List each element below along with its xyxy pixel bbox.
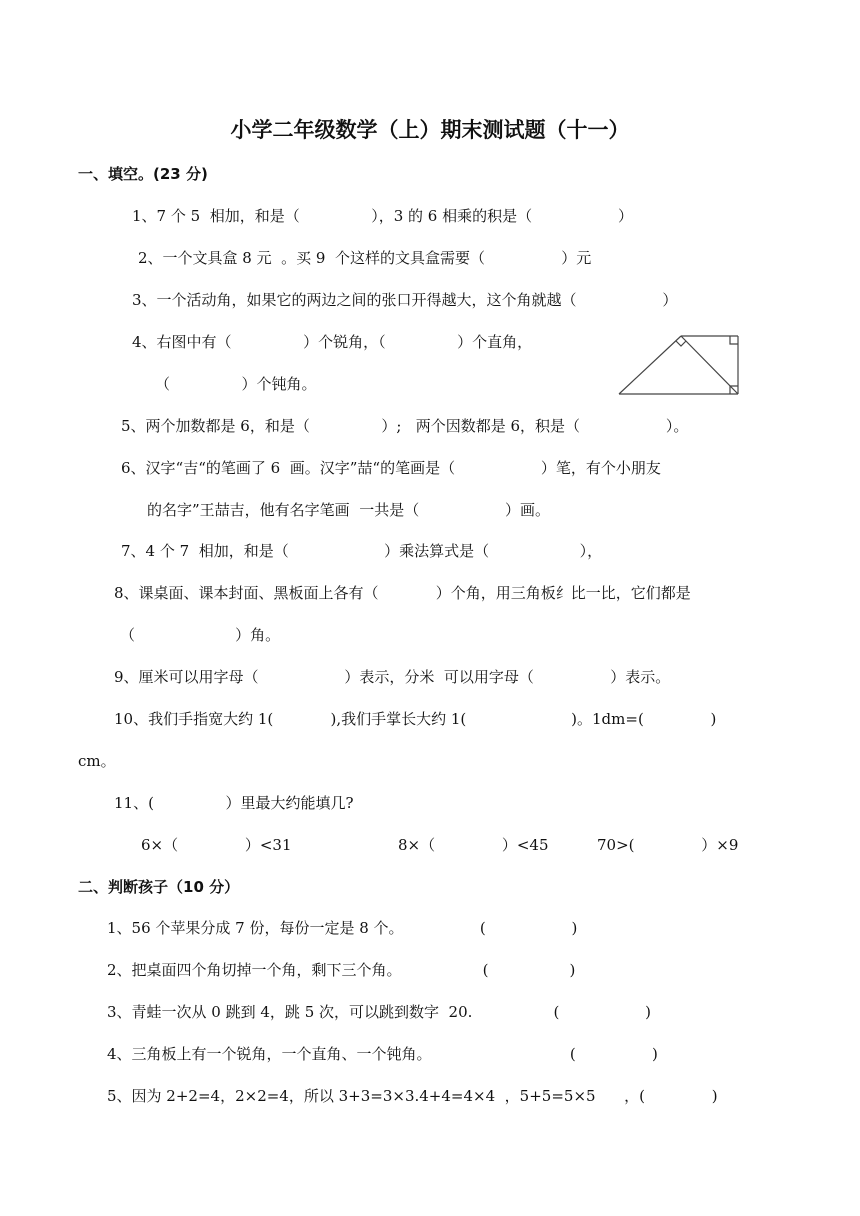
right-angle-mark-top-right	[730, 336, 738, 344]
question-1-11-a: 6×（ ）<31	[141, 836, 292, 854]
question-1-11: 11、( ）里最大约能填几?	[114, 794, 354, 812]
question-2-1: 1、56 个苹果分成 7 份，每份一定是 8 个。 ( )	[107, 919, 578, 937]
question-1-7: 7、4 个 7 相加，和是（ ）乘法算式是（ ），	[121, 542, 603, 560]
question-1-6-line-1: 6、汉字“吉“的笔画了 6 画。汉字”喆“的笔画是（ ）笔，有个小朋友	[121, 459, 661, 477]
question-1-10-line-2: cm。	[78, 752, 116, 770]
question-1-4-line-1: 4、右图中有（ ）个锐角，（ ）个直角，	[132, 333, 533, 351]
question-1-1: 1、7 个 5 相加，和是（ ），3 的 6 相乘的积是（ ）	[132, 207, 633, 225]
question-1-9: 9、厘米可以用字母（ ）表示，分米 可以用字母（ ）表示。	[114, 668, 671, 686]
question-1-10-line-1: 10、我们手指宽大约 1( ),我们手掌长大约 1( )。1dm=( )	[114, 710, 717, 728]
question-1-4-line-2: （ ）个钝角。	[155, 375, 317, 393]
right-angle-mark-top	[676, 341, 686, 346]
page-title: 小学二年级数学（上）期末测试题（十一）	[230, 118, 630, 142]
question-1-6-line-2: 的名字”王喆吉，他有名字笔画 一共是（ ）画。	[147, 501, 551, 519]
question-1-5: 5、两个加数都是 6，和是（ ）; 两个因数都是 6，积是（ ）。	[121, 417, 689, 435]
triangle-left-side	[619, 336, 681, 394]
triangle-figure	[614, 334, 742, 398]
question-1-11-b: 8×（ ）<45	[398, 836, 549, 854]
question-1-8-line-1: 8、课桌面、课本封面、黑板面上各有（ ）个角，用三角板纟比一比，它们都是	[114, 584, 691, 602]
question-1-3: 3、一个活动角，如果它的两边之间的张口开得越大，这个角就越（ ）	[132, 291, 678, 309]
question-1-8-line-2: （ ）角。	[120, 626, 281, 644]
question-2-5: 5、因为 2+2=4，2×2=4，所以 3+3=3×3.4+4=4×4 ，5+5=5×5 ，( )	[107, 1087, 718, 1105]
question-2-2: 2、把桌面四个角切掉一个角，剩下三个角。 ( )	[107, 961, 576, 979]
section-2-heading: 二、判断孩子（10 分）	[78, 878, 240, 896]
question-1-2: 2、一个文具盒 8 元 。买 9 个这样的文具盒需要（ ）元	[138, 249, 592, 267]
question-1-11-c: 70>( ）×9	[597, 836, 739, 854]
triangle-diagonal	[681, 336, 738, 394]
question-2-3: 3、青蛙一次从 0 跳到 4，跳 5 次，可以跳到数字 20. ( )	[107, 1003, 651, 1021]
section-1-heading: 一、填空。(23 分)	[78, 165, 208, 183]
question-2-4: 4、三角板上有一个锐角，一个直角、一个钝角。 ( )	[107, 1045, 658, 1063]
